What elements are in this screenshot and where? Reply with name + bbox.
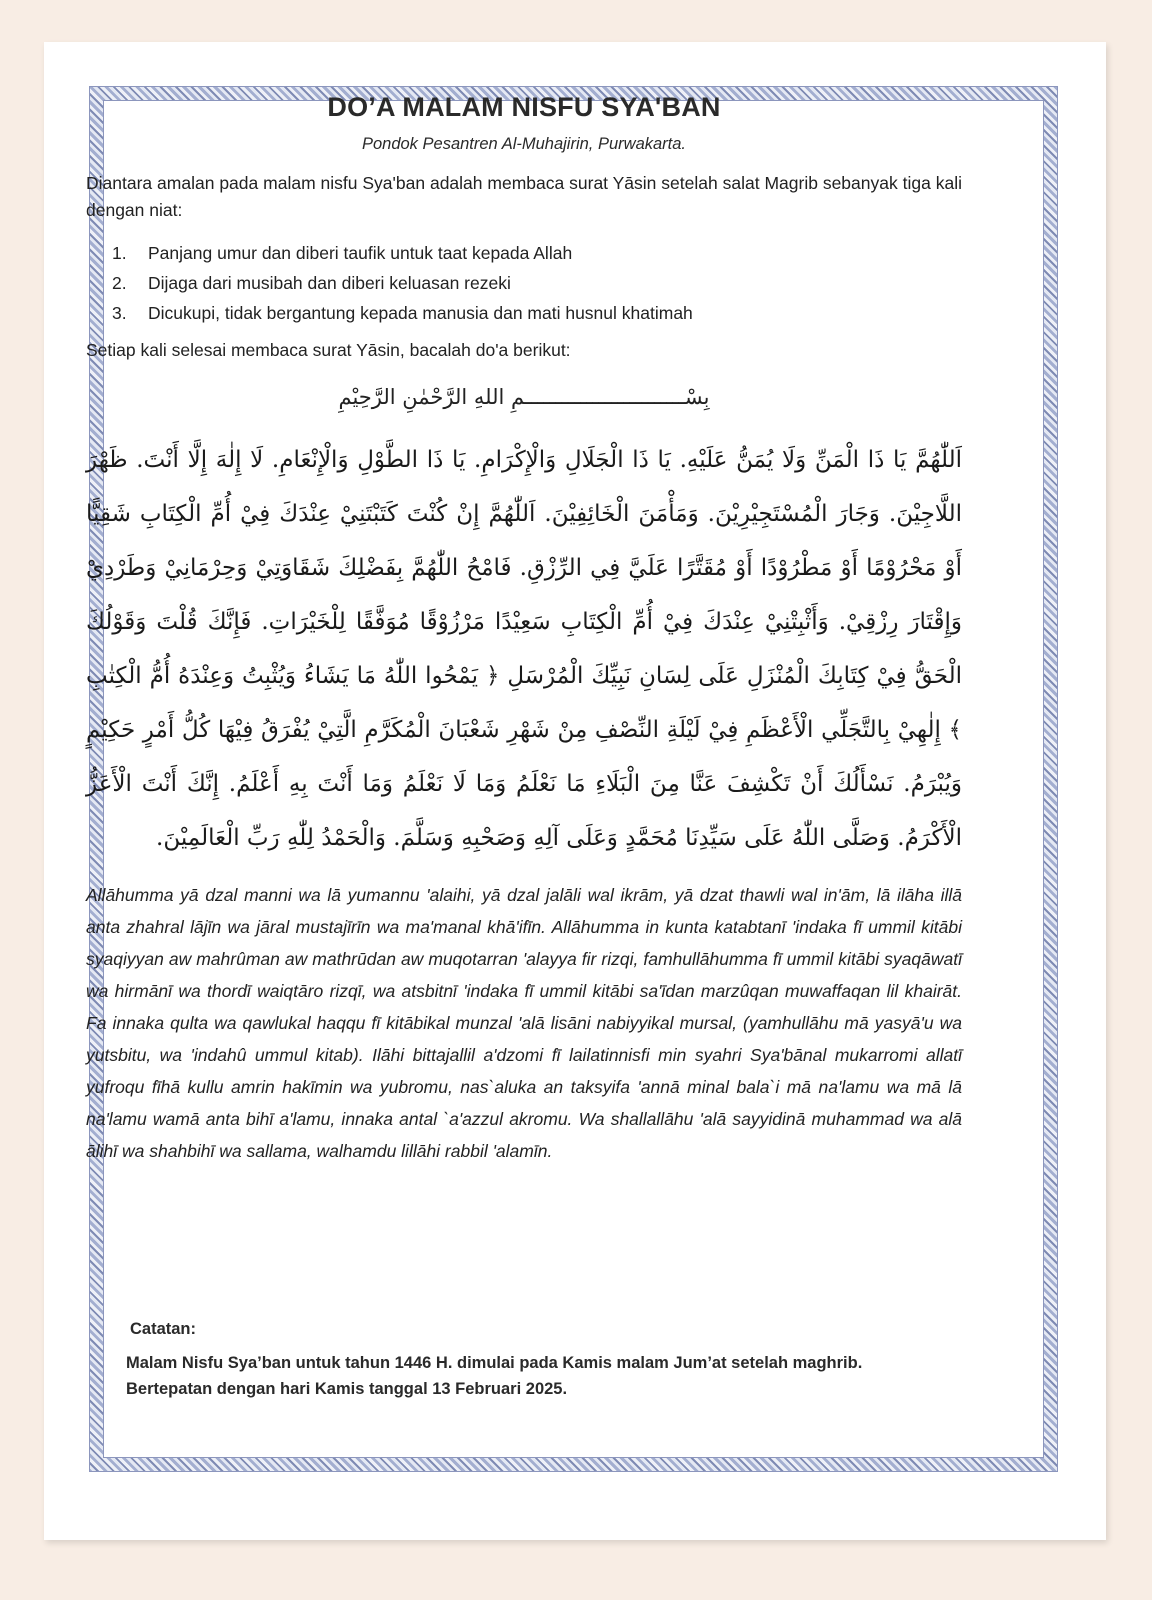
arabic-prayer-text: اَللّٰهُمَّ يَا ذَا الْمَنِّ وَلَا يُمَنُّ عَلَيْهِ. يَا ذَا الْجَلَالِ وَالْإِكْرَامِ. يَا ذَا الطَّوْلِ وَالْإِنْعَامِ. لَا إِلٰهَ إِلَّا أَنْتَ. ظَهْرَ اللَّاجِيْنَ. وَجَارَ الْمُسْتَجِيْرِيْنَ. وَمَأْمَنَ الْخَائِفِيْنَ. اَللّٰهُمَّ إِنْ كُنْتَ كَتَبْتَنِيْ عِنْدَكَ فِيْ أُمِّ الْكِتَابِ شَقِيًّا أَوْ مَحْرُوْمًا أَوْ مَطْرُوْدًا أَوْ مُقَتَّرًا عَلَيَّ فِي الرِّزْقِ. فَامْحُ اللّٰهُمَّ بِفَضْلِكَ شَقَاوَتِيْ وَحِرْمَانِيْ وَطَرْدِيْ وَإِقْتَارَ رِزْقِيْ. وَأَثْبِتْنِيْ عِنْدَكَ فِيْ أُمِّ الْكِتَابِ سَعِيْدًا مَرْزُوْقًا مُوَفَّقًا لِلْخَيْرَاتِ. فَإِنَّكَ قُلْتَ وَقَوْلُكَ الْحَقُّ فِيْ كِتَابِكَ الْمُنْزَلِ عَلَى لِسَانِ نَبِيِّكَ الْمُرْسَلِ ﴿ يَمْحُوا اللّٰهُ مَا يَشَاءُ وَيُثْبِتُ وَعِنْدَهُ أُمُّ الْكِتٰبِ ﴾ إِلٰهِيْ بِالتَّجَلِّي الْأَعْظَمِ فِيْ لَيْلَةِ النِّصْفِ مِنْ شَهْرِ شَعْبَانَ الْمُكَرَّمِ الَّتِيْ يُفْرَقُ فِيْهَا كُلُّ أَمْرٍ حَكِيْمٍ وَيُبْرَمُ. نَسْأَلُكَ أَنْ تَكْشِفَ عَنَّا مِنَ الْبَلَاءِ مَا نَعْلَمُ وَمَا لَا نَعْلَمُ وَمَا أَنْتَ بِهِ أَعْلَمُ. إِنَّكَ أَنْتَ الْأَعَزُّ الْأَكْرَمُ. وَصَلَّى اللّٰهُ عَلَى سَيِّدِنَا مُحَمَّدٍ وَعَلَى آلِهِ وَصَحْبِهِ وَسَلَّمَ. وَالْحَمْدُ لِلّٰهِ رَبِّ الْعَالَمِيْنَ. (86, 447, 962, 851)
list-item-text: Dijaga dari musibah dan diberi keluasan rezeki (148, 273, 511, 293)
niat-list (86, 238, 962, 328)
list-item (86, 238, 962, 268)
list-item-number: 1. (112, 243, 127, 263)
latin-transliteration: Allāhumma yā dzal manni wa lā yumannu 'alaihi, yā dzal jalāli wal ikrām, yā dzat thawli wal in'ām, lā ilāha illā anta zhahral lājīn wa jāral mustajīrīn wa ma'manal khā'ifīn. Allāhumma in kunta katabtanī 'indaka fī ummil kitābi syaqiyyan aw mahrûman aw mathrūdan aw muqotarran 'alayya fir rizqi, famhullāhumma fī ummil kitābi syaqāwatī wa hirmānī wa thordī waiqtāro rizqī, wa atsbitnī 'indaka fī ummil kitābi sa'īdan marzûqan muwaffaqan lil khairāt. Fa innaka qulta wa qawlukal haqqu fī kitābikal munzal 'alā lisāni nabiyyikal mursal, (yamhullāhu mā yasyā'u wa yutsbitu, wa 'indahû ummul kitab). Ilāhi bittajallil a'dzomi fī lailatinnisfi min syahri Sya'bānal mukarromi allatī yufroqu fīhā kullu amrin hakīmin wa yubromu, nas`aluka an taksyifa 'annā minal bala`i mā na'lamu wa mā lā na'lamu wamā anta bihī a'lamu, innaka antal `a'azzul akromu. Wa shallallāhu 'alā sayyidinā muhammad wa alā ālihī wa shahbihī wa sallama, walhamdu lillāhi rabbil 'alamīn. (86, 885, 962, 1161)
list-item (86, 268, 962, 298)
note-heading: Catatan: (130, 1320, 197, 1338)
instruction-text: Setiap kali selesai membaca surat Yāsin, bacalah do'a berikut: (86, 340, 571, 360)
note-line: Bertepatan dengan hari Kamis tanggal 13 Februari 2025. (126, 1380, 568, 1398)
list-item-text: Dicukupi, tidak bergantung kepada manusia dan mati husnul khatimah (148, 303, 693, 323)
list-item-number: 2. (112, 273, 127, 293)
document-body (86, 92, 962, 1167)
page-title: DO’A MALAM NISFU SYA'BAN (327, 92, 721, 122)
note-text (126, 1350, 1026, 1402)
list-item (86, 298, 962, 328)
subtitle: Pondok Pesantren Al-Muhajirin, Purwakarta. (361, 135, 687, 153)
note-line: Malam Nisfu Sya’ban untuk tahun 1446 H. dimulai pada Kamis malam Jum’at setelah maghrib. (126, 1354, 863, 1372)
intro-paragraph: Diantara amalan pada malam nisfu Sya'ban adalah membaca surat Yāsin setelah salat Magrib sebanyak tiga kali dengan niat: (86, 173, 962, 220)
list-item-number: 3. (112, 303, 127, 323)
list-item-text: Panjang umur dan diberi taufik untuk taat kepada Allah (148, 243, 573, 263)
bismillah: بِسْــــــــــــــــــــــــــمِ اللهِ الرَّحْمٰنِ الرَّحِيْمِ (338, 385, 710, 409)
